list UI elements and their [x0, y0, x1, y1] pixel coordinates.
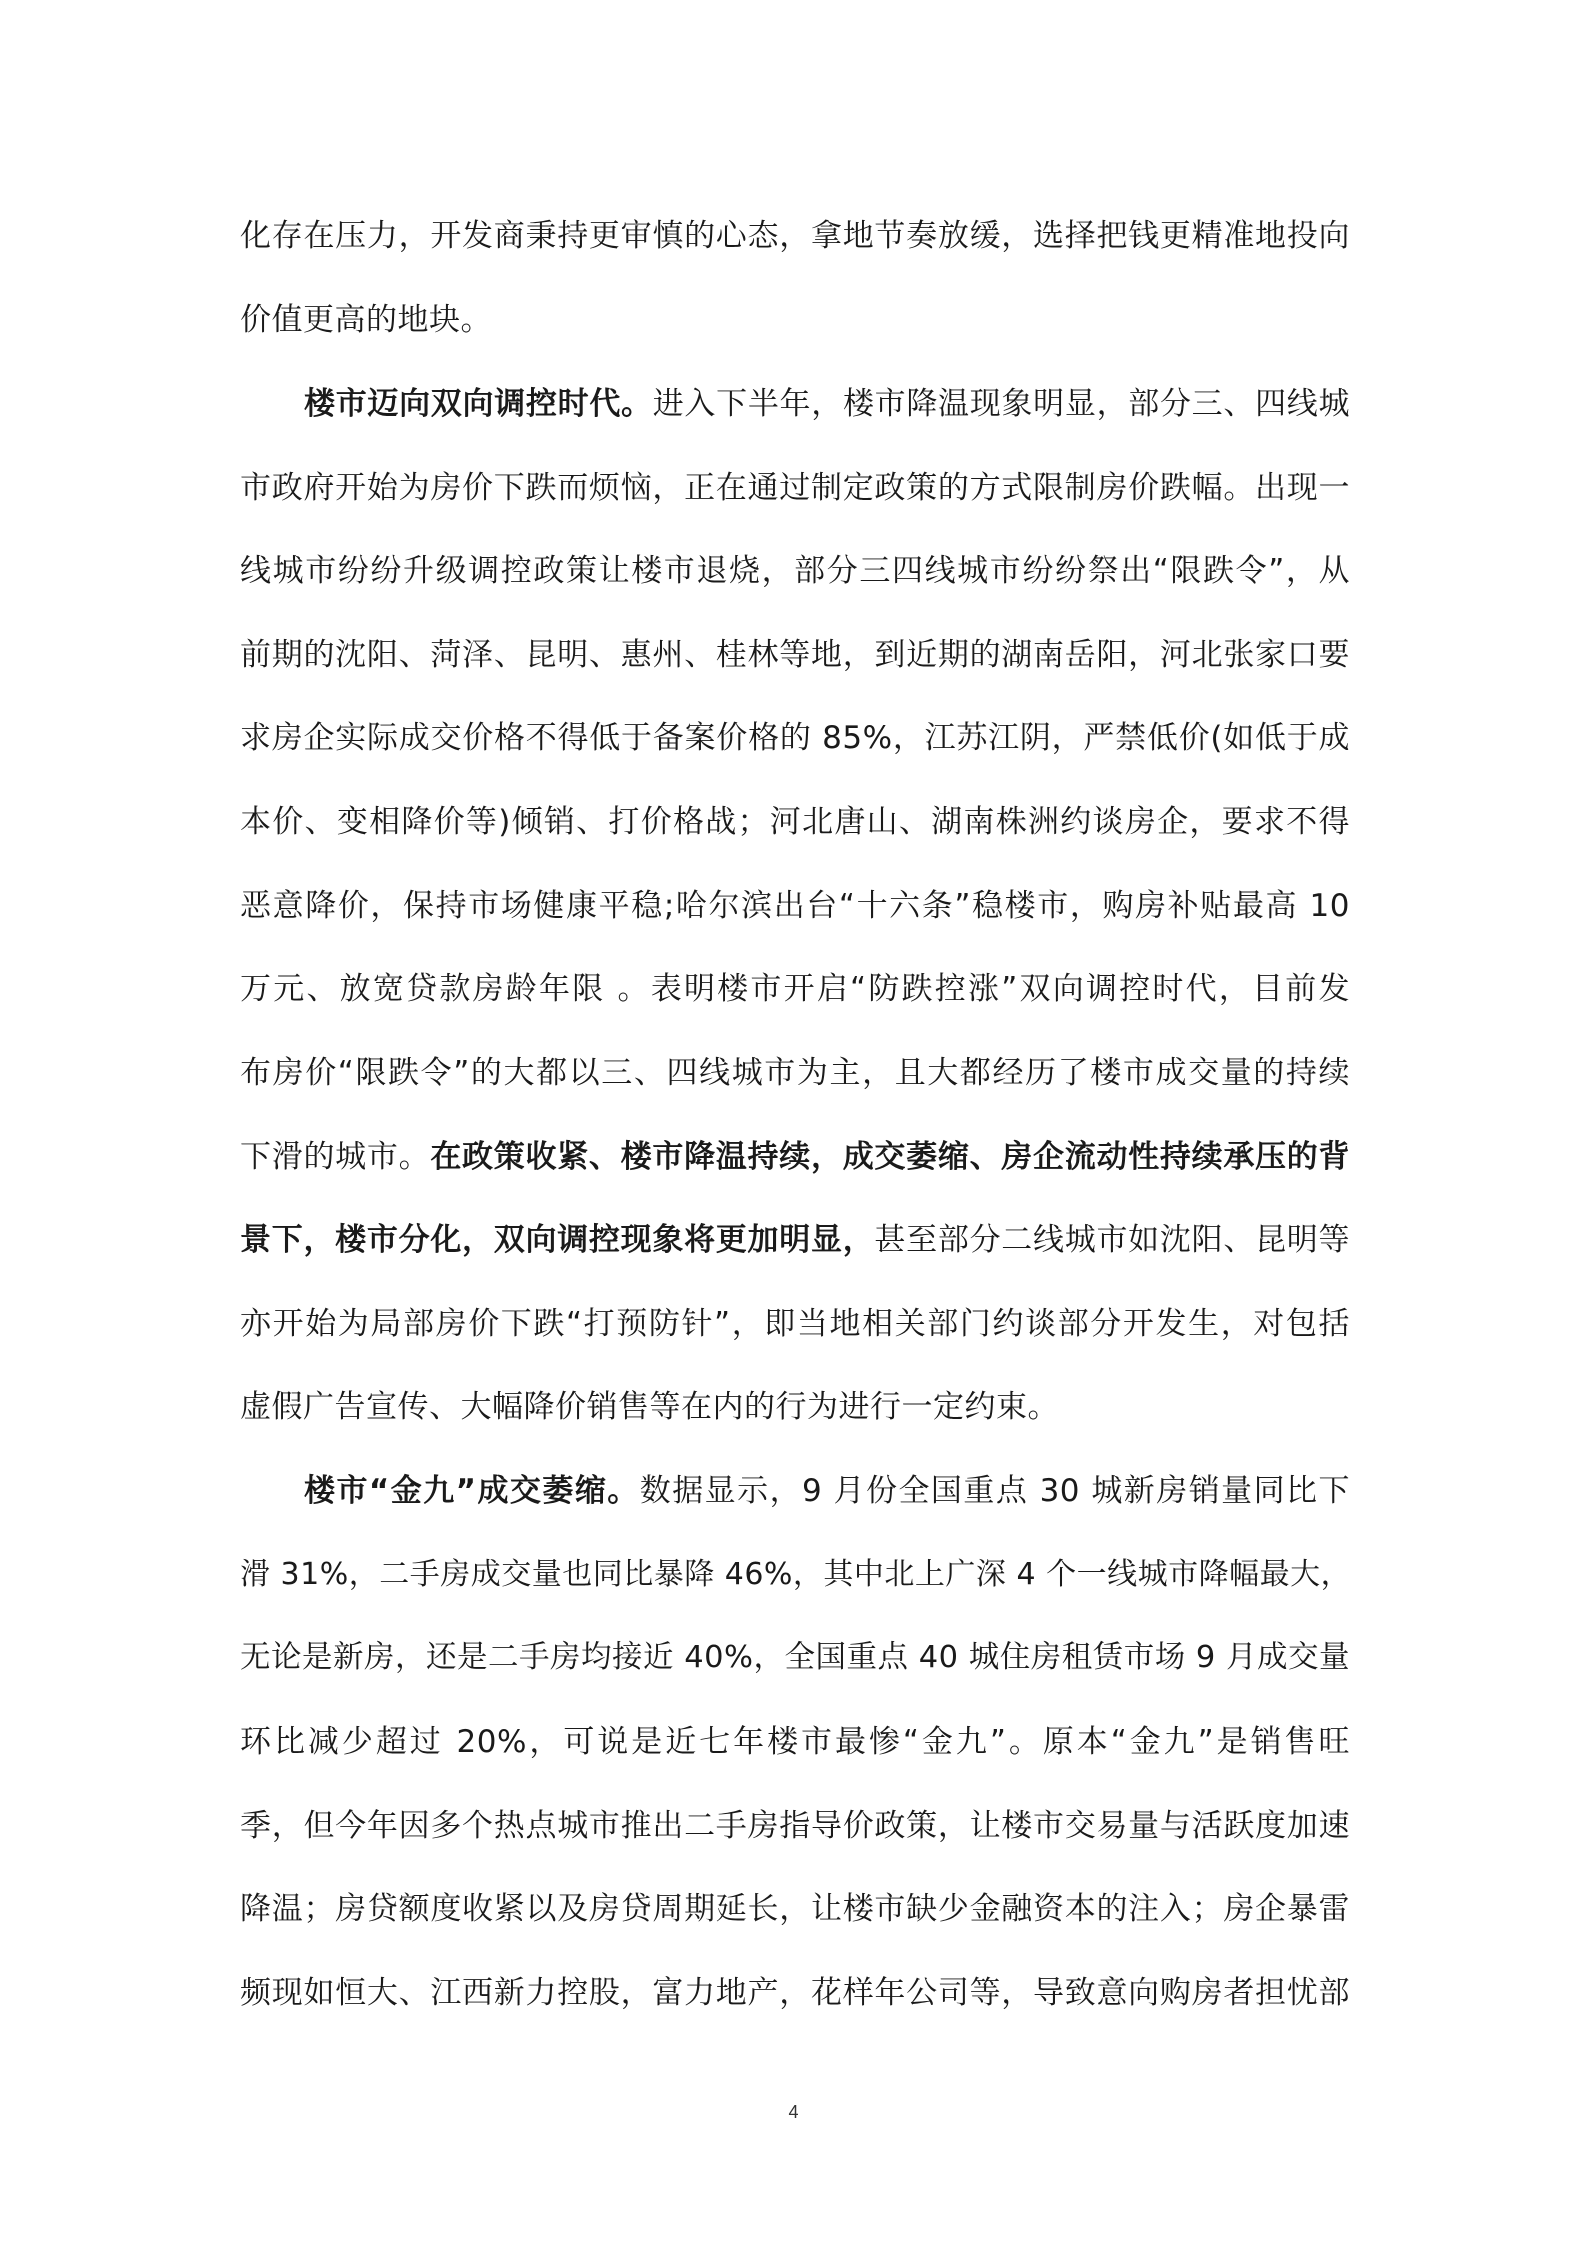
text-line — [240, 1210, 1350, 1270]
text-line — [240, 876, 1350, 936]
text-line — [240, 1545, 1350, 1605]
paragraph-heading-line — [304, 374, 1350, 434]
text-span: 虚假广告宣传、大幅降价销售等在内的行为进行一定约束。 — [240, 1389, 1059, 1425]
text-span: 本价、变相降价等)倾销、打价格战；河北唐山、湖南株洲约谈房企，要求不得 — [240, 804, 1350, 840]
text-span: 化存在压力，开发商秉持更审慎的心态，拿地节奏放缓，选择把钱更精准地投向 — [240, 218, 1350, 254]
text-span: 降温；房贷额度收紧以及房贷周期延长，让楼市缺少金融资本的注入；房企暴雷 — [240, 1891, 1350, 1927]
bold-text-span: 景下，楼市分化，双向调控现象将更加明显， — [240, 1222, 875, 1258]
text-line — [240, 1712, 1350, 1772]
text-span: 恶意降价，保持市场健康平稳;哈尔滨出台“十六条”稳楼市，购房补贴最高 10 — [240, 888, 1350, 924]
paragraph-heading: 楼市迈向双向调控时代。 — [304, 386, 653, 422]
text-line — [240, 290, 1350, 350]
text-span: 甚至部分二线城市如沈阳、昆明等 — [874, 1222, 1351, 1258]
text-line — [240, 1963, 1350, 2023]
text-line — [240, 1043, 1350, 1103]
text-span: 线城市纷纷升级调控政策让楼市退烧，部分三四线城市纷纷祭出“限跌令”，从 — [240, 553, 1350, 589]
page-number: 4 — [788, 2102, 799, 2122]
text-line — [240, 1294, 1350, 1354]
text-line — [240, 1628, 1350, 1688]
text-span: 布房价“限跌令”的大都以三、四线城市为主，且大都经历了楼市成交量的持续 — [240, 1055, 1350, 1091]
text-span: 无论是新房，还是二手房均接近 40%，全国重点 40 城住房租赁市场 9 月成交量 — [240, 1640, 1350, 1675]
text-span: 亦开始为局部房价下跌“打预防针”，即当地相关部门约谈部分开发生，对包括 — [240, 1306, 1350, 1342]
text-span: 滑 31%，二手房成交量也同比暴降 46%，其中北上广深 4 个一线城市降幅最大， — [240, 1557, 1352, 1592]
text-span: 市政府开始为房价下跌而烦恼，正在通过制定政策的方式限制房价跌幅。出现一 — [240, 470, 1350, 506]
text-line — [240, 1377, 1350, 1437]
text-line — [240, 1796, 1350, 1856]
text-line — [240, 959, 1350, 1019]
text-span: 环比减少超过 20%，可说是近七年楼市最惨“金九”。原本“金九”是销售旺 — [240, 1724, 1350, 1760]
text-span: 季，但今年因多个热点城市推出二手房指导价政策，让楼市交易量与活跃度加速 — [240, 1808, 1350, 1844]
text-line — [240, 625, 1350, 685]
text-span: 下滑的城市。 — [240, 1139, 431, 1175]
text-span: 万元、放宽贷款房龄年限 。表明楼市开启“防跌控涨”双向调控时代，目前发 — [240, 971, 1350, 1007]
text-line — [240, 206, 1350, 266]
text-line — [240, 1879, 1350, 1939]
text-span: 前期的沈阳、菏泽、昆明、惠州、桂林等地，到近期的湖南岳阳，河北张家口要 — [240, 637, 1350, 673]
text-span: 价值更高的地块。 — [240, 302, 492, 338]
paragraph-heading-line — [304, 1461, 1350, 1521]
text-line — [240, 1127, 1350, 1187]
text-span: 求房企实际成交价格不得低于备案价格的 85%，江苏江阴，严禁低价(如低于成 — [240, 720, 1350, 756]
text-line — [240, 708, 1350, 768]
text-span: 进入下半年，楼市降温现象明显，部分三、四线城 — [652, 386, 1350, 422]
bold-text-span: 在政策收紧、楼市降温持续，成交萎缩、房企流动性持续承压的背 — [430, 1139, 1351, 1175]
paragraph-heading: 楼市“金九”成交萎缩。 — [304, 1473, 640, 1509]
text-line — [240, 792, 1350, 852]
text-span: 数据显示，9 月份全国重点 30 城新房销量同比下 — [639, 1473, 1351, 1509]
text-span: 频现如恒大、江西新力控股，富力地产，花样年公司等，导致意向购房者担忧部 — [240, 1975, 1350, 2011]
text-line — [240, 541, 1350, 601]
text-line — [240, 458, 1350, 518]
